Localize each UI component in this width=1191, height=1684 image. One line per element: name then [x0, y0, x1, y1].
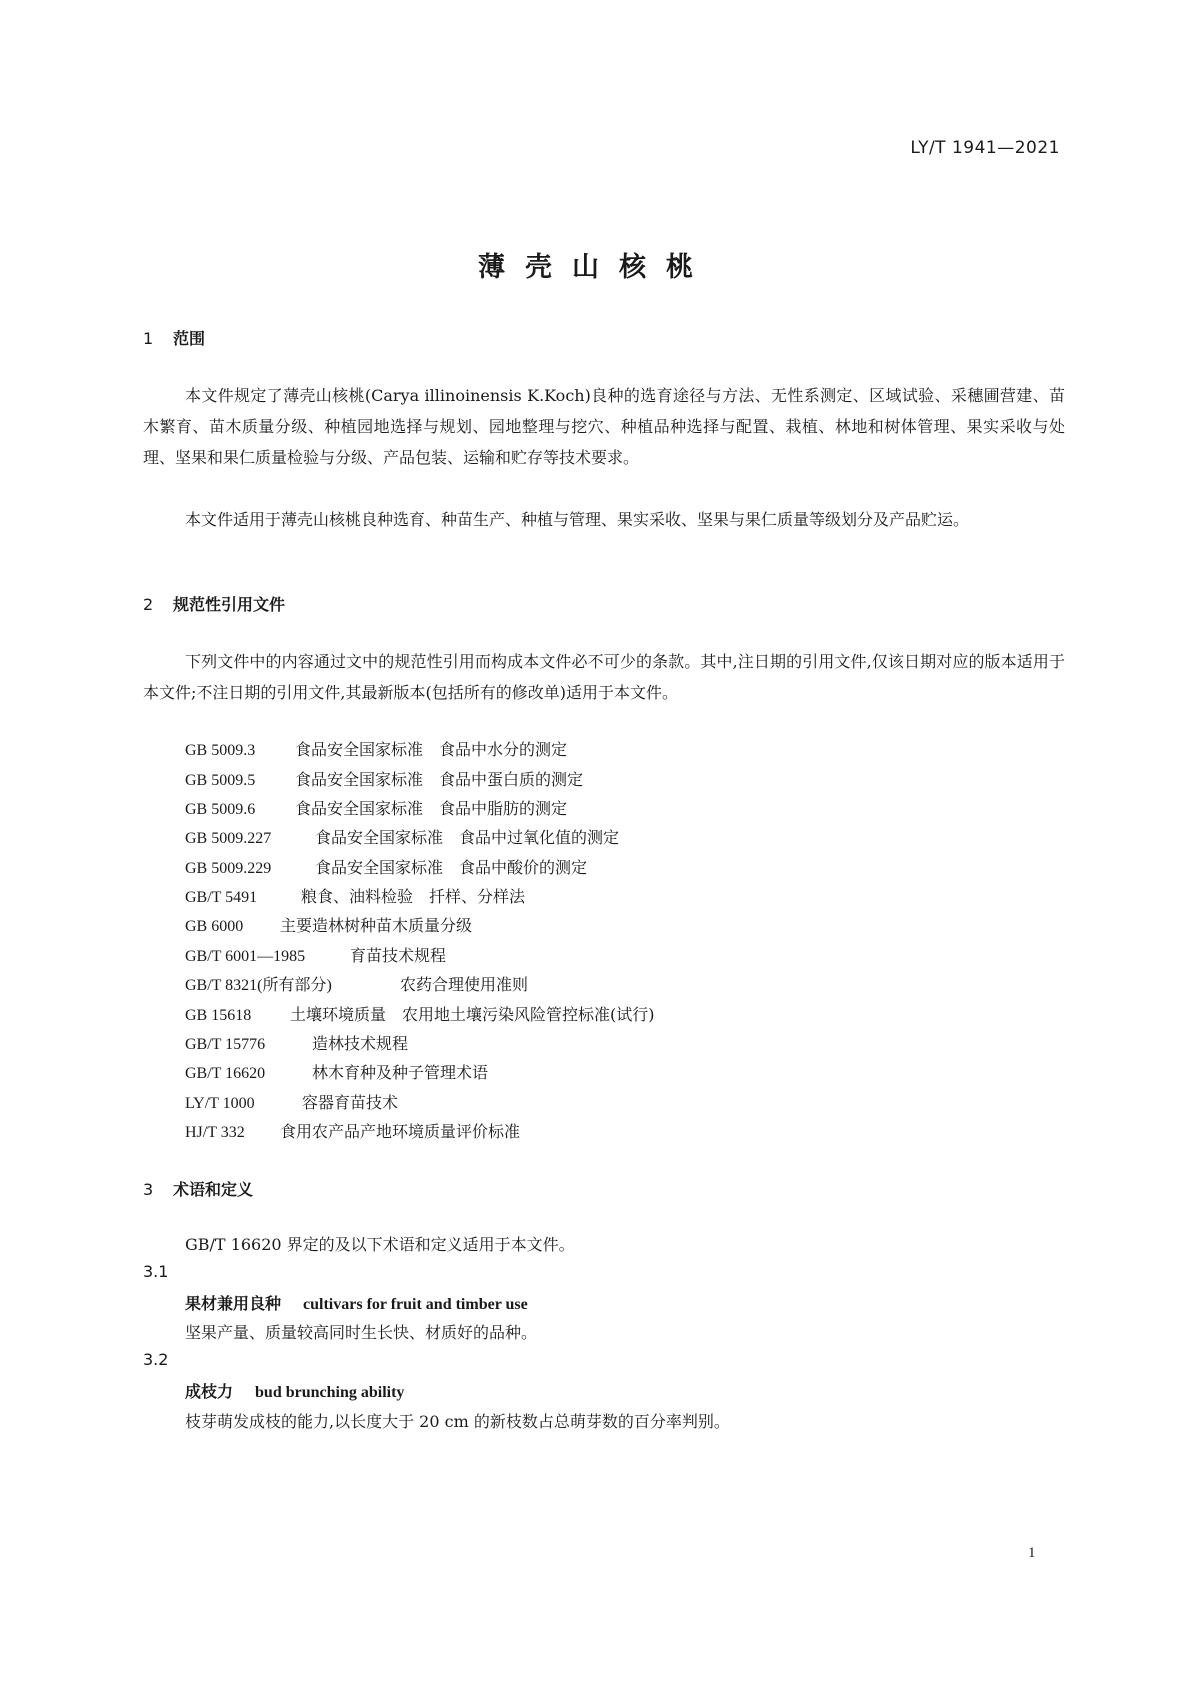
reference-code: GB/T 8321(所有部分) — [185, 977, 332, 994]
reference-code: GB 15618 — [185, 1007, 252, 1024]
reference-code: GB 5009.6 — [185, 801, 256, 818]
reference-item — [185, 767, 583, 790]
section-2-heading — [143, 592, 285, 615]
reference-title: 食品安全国家标准 食品中水分的测定 — [295, 740, 568, 759]
reference-title: 林木育种及种子管理术语 — [312, 1063, 489, 1082]
reference-title: 容器育苗技术 — [302, 1093, 399, 1112]
section-1-paragraph-1: 本文件规定了薄壳山核桃(Carya illinoinensis K.Koch)良种的选育途径与方法、无性系测定、区域试验、采穗圃营建、苗木繁育、苗木质量分级、种植园地选择与规划、园地整理与挖穴、种植品种选择与配置、栽植、林地和树体管理、果实采收与处理、坚果和果仁质量检验与分级、产品包装、运输和贮存等技术要求。 — [143, 386, 1065, 467]
term-en: cultivars for fruit and timber use — [303, 1296, 528, 1313]
reference-item — [185, 737, 567, 760]
reference-code: GB 6000 — [185, 918, 244, 935]
reference-code: GB 5009.5 — [185, 772, 256, 789]
term-zh: 果材兼用良种 — [185, 1294, 282, 1313]
reference-title: 农药合理使用准则 — [400, 975, 529, 994]
reference-code: GB/T 15776 — [185, 1036, 266, 1053]
section-title: 术语和定义 — [173, 1180, 254, 1199]
reference-item — [185, 972, 528, 995]
section-1-paragraph-2: 本文件适用于薄壳山核桃良种选育、种苗生产、种植与管理、果实采收、坚果与果仁质量等级划分及产品贮运。 — [185, 510, 970, 529]
reference-item — [185, 825, 619, 848]
reference-title: 食用农产品产地环境质量评价标准 — [280, 1122, 521, 1141]
term-number: 3.1 — [143, 1262, 169, 1281]
section-title: 规范性引用文件 — [173, 595, 286, 614]
reference-item — [185, 1119, 520, 1142]
section-3-heading — [143, 1177, 253, 1200]
reference-title: 土壤环境质量 农用地土壤污染风险管控标准(试行) — [290, 1005, 655, 1024]
term-definition: 坚果产量、质量较高同时生长快、材质好的品种。 — [185, 1323, 538, 1342]
reference-item — [185, 943, 446, 966]
reference-code: HJ/T 332 — [185, 1124, 245, 1141]
reference-item — [185, 1002, 655, 1025]
term-number: 3.2 — [143, 1350, 169, 1369]
reference-title: 粮食、油料检验 扦样、分样法 — [301, 887, 526, 906]
document-title: 薄壳山核桃 — [478, 252, 713, 283]
reference-code: GB 5009.227 — [185, 830, 272, 847]
section-3-intro: GB/T 16620 界定的及以下术语和定义适用于本文件。 — [185, 1235, 575, 1254]
section-number: 2 — [143, 595, 154, 614]
term-zh: 成枝力 — [185, 1382, 234, 1401]
reference-title: 食品安全国家标准 食品中脂肪的测定 — [295, 799, 568, 818]
reference-item — [185, 796, 567, 819]
reference-item — [185, 855, 587, 878]
reference-item — [185, 1060, 488, 1083]
reference-code: GB/T 16620 — [185, 1065, 266, 1082]
term-title — [185, 1379, 404, 1402]
reference-title: 主要造林树种苗木质量分级 — [280, 916, 473, 935]
reference-code: GB/T 5491 — [185, 889, 258, 906]
section-number: 1 — [143, 329, 154, 348]
reference-code: GB/T 6001—1985 — [185, 948, 306, 965]
reference-code: LY/T 1000 — [185, 1095, 255, 1112]
reference-code: GB 5009.229 — [185, 860, 272, 877]
reference-item — [185, 884, 525, 907]
standard-code: LY/T 1941—2021 — [910, 138, 1060, 158]
section-2-intro: 下列文件中的内容通过文中的规范性引用而构成本文件必不可少的条款。其中,注日期的引用文件,仅该日期对应的版本适用于本文件;不注日期的引用文件,其最新版本(包括所有的修改单)适用于本文件。 — [143, 652, 1065, 702]
reference-item — [185, 1090, 398, 1113]
reference-item — [185, 913, 472, 936]
page-number: 1 — [1028, 1545, 1036, 1561]
reference-item — [185, 1031, 408, 1054]
section-1-heading — [143, 326, 205, 349]
reference-title: 造林技术规程 — [312, 1034, 409, 1053]
section-title: 范围 — [173, 329, 206, 348]
term-definition: 枝芽萌发成枝的能力,以长度大于 20 cm 的新枝数占总萌芽数的百分率判别。 — [185, 1412, 730, 1431]
reference-code: GB 5009.3 — [185, 742, 256, 759]
term-title — [185, 1291, 528, 1314]
reference-title: 食品安全国家标准 食品中酸价的测定 — [315, 858, 588, 877]
reference-title: 育苗技术规程 — [350, 946, 447, 965]
term-en: bud brunching ability — [255, 1384, 405, 1401]
reference-title: 食品安全国家标准 食品中过氧化值的测定 — [315, 828, 620, 847]
reference-title: 食品安全国家标准 食品中蛋白质的测定 — [295, 770, 584, 789]
section-number: 3 — [143, 1180, 154, 1199]
